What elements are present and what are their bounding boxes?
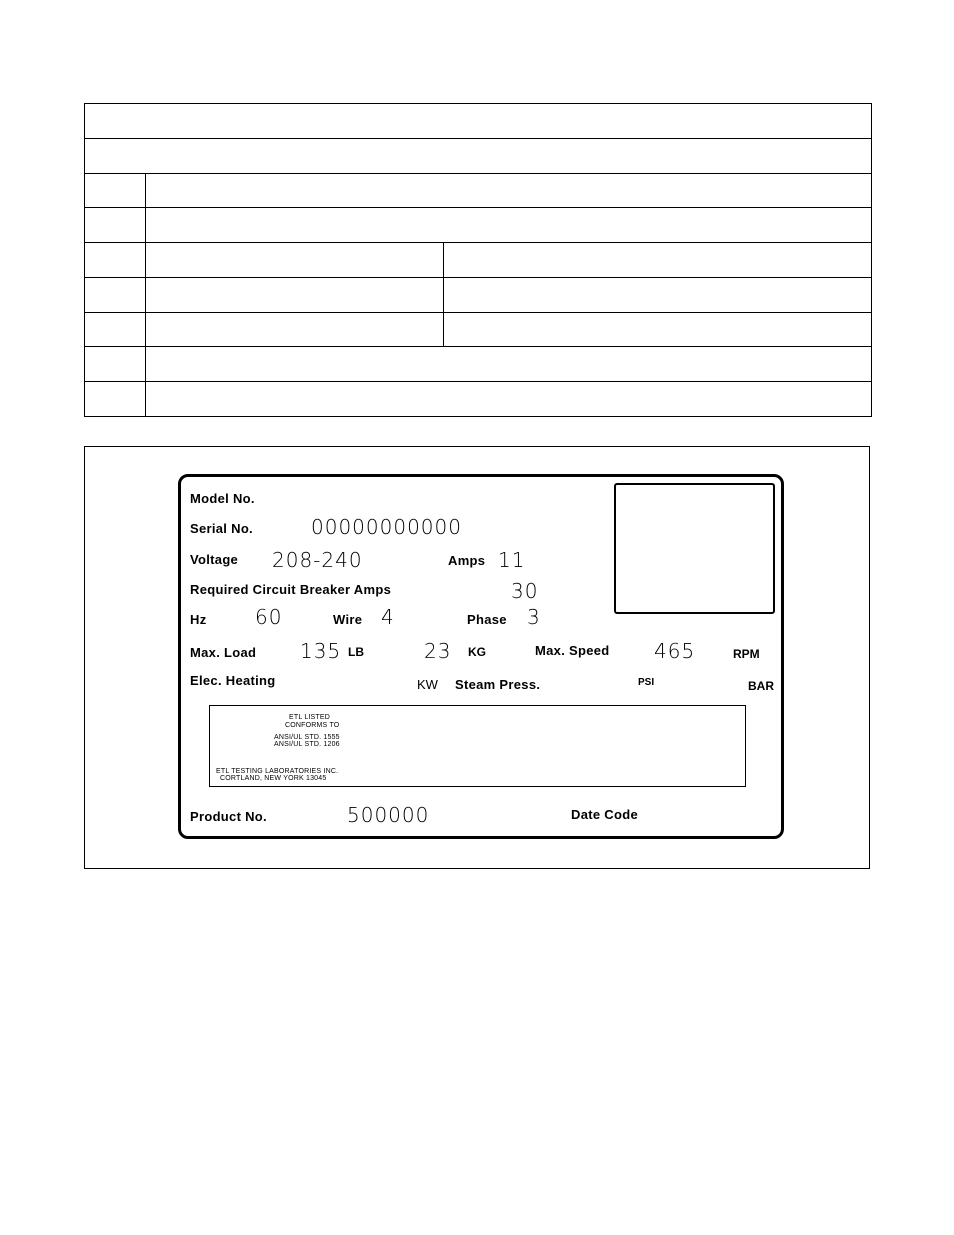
table-row (85, 138, 872, 173)
model-label: Model No. (190, 491, 255, 506)
table-row (85, 208, 872, 243)
table-row (85, 173, 872, 208)
product-value: 500000 (347, 803, 430, 827)
blank-form-table (84, 103, 872, 417)
voltage-label: Voltage (190, 552, 239, 567)
table-cell (146, 208, 872, 243)
table-cell (85, 173, 146, 208)
hz-value: 60 (255, 605, 283, 629)
table-cell (444, 277, 872, 312)
psi-unit: PSI (638, 677, 655, 688)
product-label: Product No. (190, 809, 267, 824)
table-cell (85, 277, 146, 312)
kw-unit: KW (417, 677, 438, 692)
phase-label: Phase (467, 612, 507, 627)
table-row (85, 104, 872, 139)
lb-unit: LB (348, 645, 364, 659)
amps-value: 11 (498, 548, 526, 572)
etl-listed-text: ETL LISTED (289, 714, 331, 721)
table-row (85, 347, 872, 382)
table-cell (85, 312, 146, 347)
table-cell (146, 382, 872, 417)
max-speed-label: Max. Speed (535, 643, 610, 658)
table-cell (146, 347, 872, 382)
serial-label: Serial No. (190, 521, 253, 536)
table-cell (85, 243, 146, 278)
etl-lab-name-text: ETL TESTING LABORATORIES INC. (216, 768, 339, 775)
max-load-lb-value: 135 (300, 639, 342, 663)
breaker-value: 30 (511, 579, 539, 603)
table-cell (146, 243, 444, 278)
etl-conforms-text: CONFORMS TO (285, 722, 340, 729)
etl-std2-text: ANSI/UL STD. 1206 (274, 741, 340, 748)
steam-press-label: Steam Press. (455, 677, 541, 692)
table-cell (85, 208, 146, 243)
wire-label: Wire (333, 612, 363, 627)
elec-heating-label: Elec. Heating (190, 673, 276, 688)
breaker-label: Required Circuit Breaker Amps (190, 582, 392, 597)
voltage-value: 208-240 (272, 548, 363, 572)
etl-std1-text: ANSI/UL STD. 1555 (274, 734, 340, 741)
hz-label: Hz (190, 612, 207, 627)
table-cell (85, 382, 146, 417)
etl-lab-address-text: CORTLAND, NEW YORK 13045 (220, 775, 327, 782)
phase-value: 3 (527, 605, 541, 629)
max-load-kg-value: 23 (424, 639, 452, 663)
wire-value: 4 (381, 605, 395, 629)
rpm-unit: RPM (733, 647, 760, 661)
kg-unit: KG (468, 645, 486, 659)
table-cell (85, 138, 872, 173)
table-cell (146, 277, 444, 312)
amps-label: Amps (448, 553, 486, 568)
serial-value: 00000000000 (311, 515, 462, 539)
table-cell (85, 347, 146, 382)
table-row (85, 277, 872, 312)
table-cell (444, 243, 872, 278)
bar-unit: BAR (748, 679, 774, 693)
logo-placeholder-box (614, 483, 775, 614)
table-row (85, 243, 872, 278)
max-speed-value: 465 (654, 639, 696, 663)
table-row (85, 312, 872, 347)
table-cell (146, 312, 444, 347)
table-row (85, 382, 872, 417)
table-cell (85, 104, 872, 139)
max-load-label: Max. Load (190, 645, 257, 660)
date-code-label: Date Code (571, 807, 638, 822)
table-cell (146, 173, 872, 208)
table-cell (444, 312, 872, 347)
